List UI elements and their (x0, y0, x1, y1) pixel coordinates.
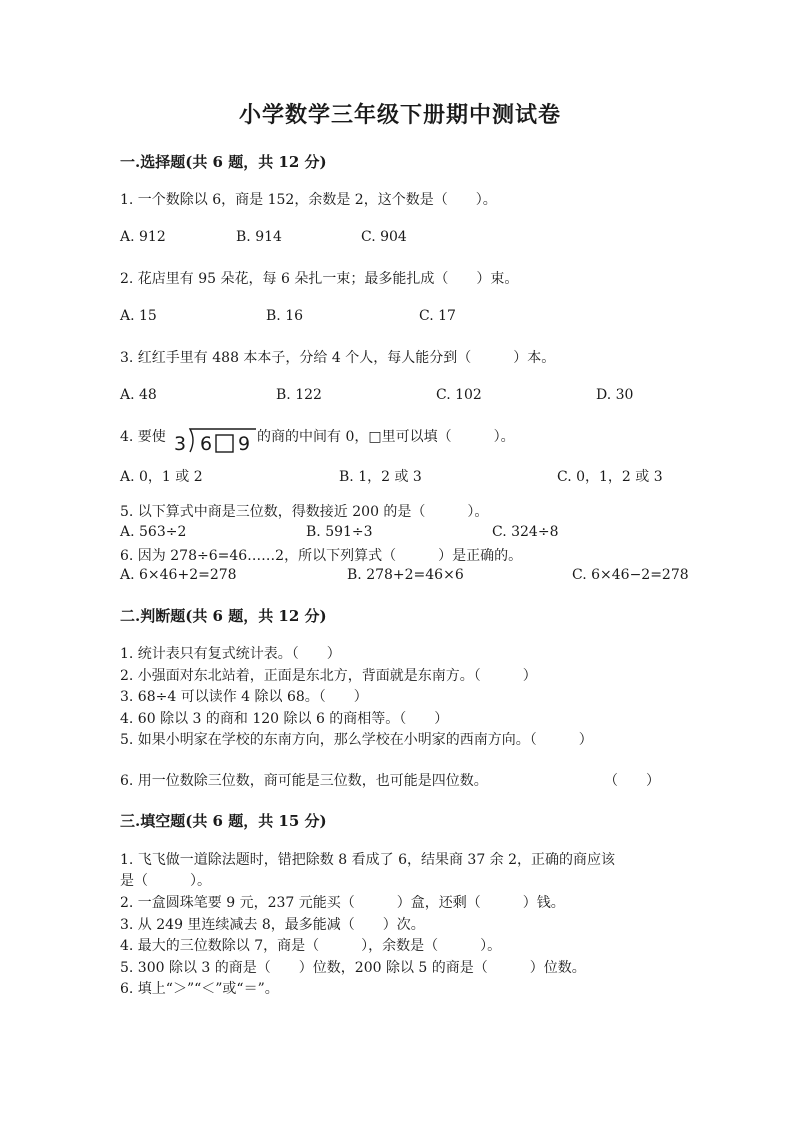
option-b: B. 1，2 或 3 (339, 469, 422, 485)
page-title: 小学数学三年级下册期中测试卷 (238, 102, 561, 128)
list-item: 1. 飞飞做一道除法题时，错把除数 8 看成了 6，结果商 37 余 2，正确的商应该 (120, 852, 616, 868)
option-a: A. 0，1 或 2 (120, 469, 203, 485)
option-a: A. 563÷2 (120, 524, 187, 540)
option-a: A. 6×46+2=278 (120, 567, 237, 583)
divisor-digit: 3 (174, 433, 187, 455)
question-text: 2. 花店里有 95 朵花，每 6 朵扎一束；最多能扎成（ ）束。 (120, 271, 519, 287)
question-text-prefix: 4. 要使 (120, 429, 166, 445)
question-text: 3. 红红手里有 488 本本子，分给 4 个人，每人能分到（ ）本。 (120, 350, 556, 366)
dividend-digit-first: 6 (200, 433, 213, 455)
option-a: A. 15 (120, 308, 157, 324)
question-text-suffix: 的商的中间有 0，□里可以填（ ）。 (257, 429, 515, 445)
option-b: B. 16 (266, 308, 304, 324)
list-item: 1. 统计表只有复式统计表。（ ） (120, 646, 341, 662)
list-item: 4. 60 除以 3 的商和 120 除以 6 的商相等。（ ） (120, 711, 449, 727)
section-heading-choice: 一.选择题(共 6 题，共 12 分) (120, 153, 327, 171)
long-division-figure (172, 426, 256, 456)
list-item: 2. 一盒圆珠笔要 9 元，237 元能买（ ）盒，还剩（ ）钱。 (120, 895, 565, 911)
list-item: 6. 填上“＞”“＜”或“＝”。 (120, 981, 279, 997)
option-a: A. 912 (120, 229, 166, 245)
question-text: 5. 以下算式中商是三位数，得数接近 200 的是（ ）。 (120, 504, 489, 520)
option-a: A. 48 (120, 387, 157, 403)
question-text: 6. 因为 278÷6=46……2，所以下列算式（ ）是正确的。 (120, 548, 523, 564)
section-heading-judgement: 二.判断题(共 6 题，共 12 分) (120, 607, 327, 625)
option-d: D. 30 (596, 387, 634, 403)
question-text: 1. 一个数除以 6，商是 152，余数是 2，这个数是（ ）。 (120, 192, 497, 208)
option-c: C. 6×46−2=278 (572, 567, 689, 583)
option-c: C. 0，1，2 或 3 (557, 469, 663, 485)
list-item: 是（ ）。 (120, 873, 211, 889)
list-item: 6. 用一位数除三位数，商可能是三位数，也可能是四位数。 (120, 773, 488, 789)
option-c: C. 904 (361, 229, 407, 245)
option-b: B. 278+2=46×6 (347, 567, 464, 583)
option-b: B. 591÷3 (306, 524, 373, 540)
option-b: B. 914 (236, 229, 282, 245)
list-item: 5. 300 除以 3 的商是（ ）位数，200 除以 5 的商是（ ）位数。 (120, 960, 586, 976)
option-b: B. 122 (276, 387, 322, 403)
list-item: 4. 最大的三位数除以 7，商是（ ），余数是（ ）。 (120, 938, 502, 954)
option-c: C. 17 (419, 308, 456, 324)
option-c: C. 102 (436, 387, 482, 403)
section-heading-fill: 三.填空题(共 6 题，共 15 分) (120, 812, 327, 830)
list-item: 3. 68÷4 可以读作 4 除以 68。（ ） (120, 689, 368, 705)
list-item: 5. 如果小明家在学校的东南方向，那么学校在小明家的西南方向。（ ） (120, 732, 593, 748)
answer-paren: （ ） (604, 773, 660, 789)
list-item: 2. 小强面对东北站着，正面是东北方，背面就是东南方。（ ） (120, 668, 537, 684)
dividend-digit-last: 9 (238, 433, 251, 455)
list-item: 3. 从 249 里连续减去 8，最多能减（ ）次。 (120, 917, 425, 933)
blank-box (216, 435, 233, 452)
option-c: C. 324÷8 (492, 524, 559, 540)
